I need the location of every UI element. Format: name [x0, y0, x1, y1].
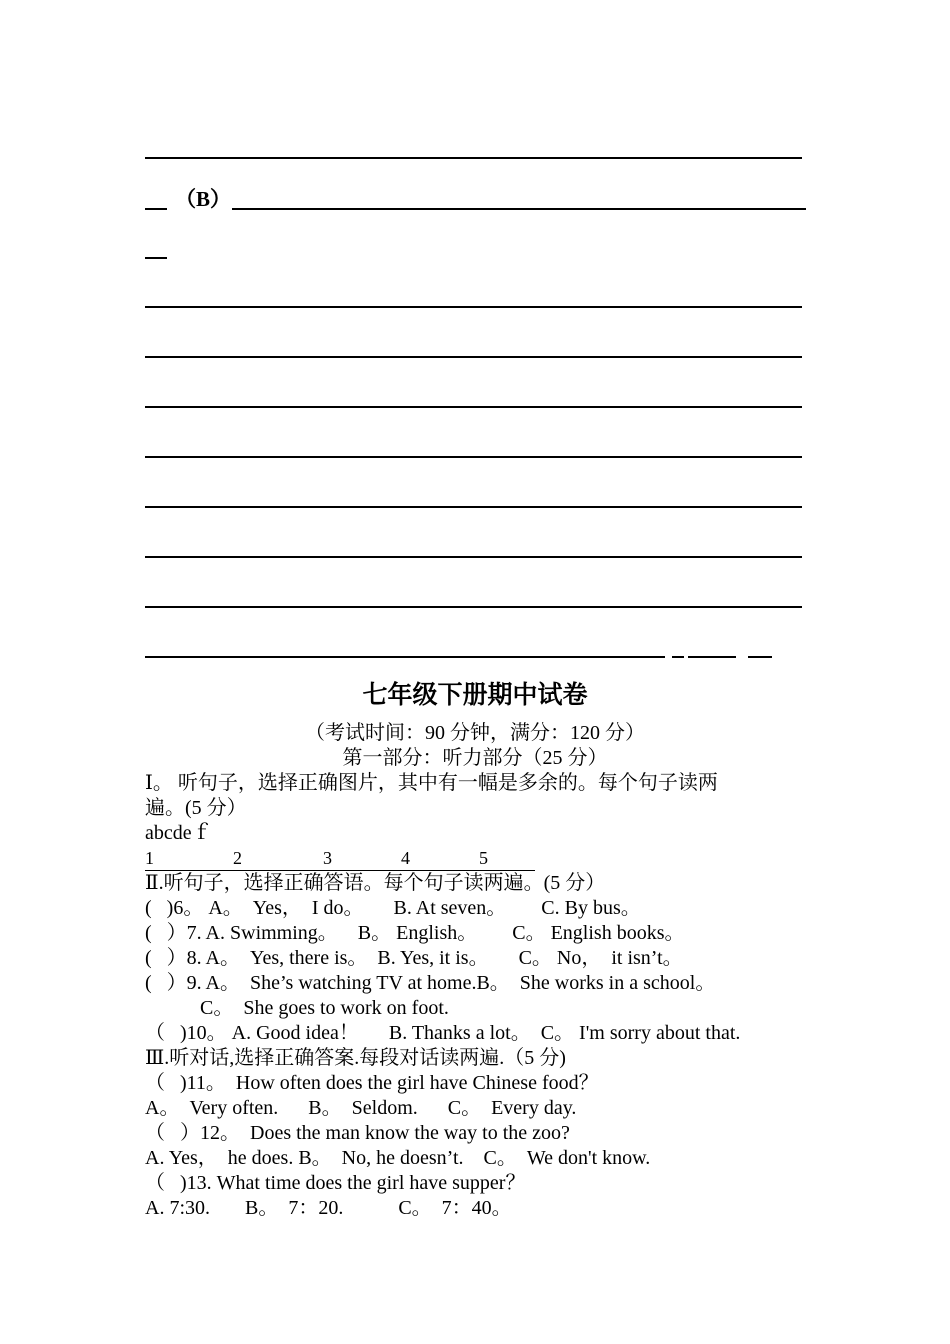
label-b: （B）	[175, 187, 232, 211]
question-13: （ )13. What time does the girl have supper？	[145, 1172, 526, 1194]
exam-time-info: （考试时间：90 分钟，满分：120 分）	[305, 722, 645, 744]
question-11-options: A。 Very often. B。 Seldom. C。 Every day.	[145, 1097, 577, 1119]
answer-line	[145, 506, 802, 508]
picture-letters: abcdeｆ	[145, 822, 212, 844]
answer-line	[145, 556, 802, 558]
answer-line-short	[672, 656, 684, 658]
question-9-option-c: C。 She goes to work on foot.	[145, 997, 449, 1019]
answer-line	[145, 157, 802, 159]
section1-instruction: Ⅰ。 听句子，选择正确图片，其中有一幅是多余的。每个句子读两	[145, 772, 718, 794]
question-10: （ )10。 A. Good idea！ B. Thanks a lot。 C。 I'm sorry about that.	[145, 1022, 741, 1044]
picture-number: 4	[401, 848, 410, 868]
question-11: （ )11。 How often does the girl have Chinese food？	[145, 1072, 599, 1094]
answer-line	[145, 606, 802, 608]
question-8: ( ）8. A。 Yes, there is。 B. Yes, it is。 C。 No， it isn’t。	[145, 947, 683, 969]
answer-line	[145, 406, 802, 408]
section3-instruction: Ⅲ.听对话,选择正确答案.每段对话读两遍.（5 分)	[145, 1047, 566, 1069]
answer-line-short	[145, 257, 167, 259]
answer-line	[145, 656, 665, 658]
answer-line	[232, 208, 806, 210]
answer-line	[145, 356, 802, 358]
part-one-heading: 第一部分：听力部分（25 分）	[342, 747, 608, 769]
question-7: ( ）7. A. Swimming。 B。 English。 C。 English books。	[145, 922, 685, 944]
picture-number: 5	[479, 848, 488, 868]
section2-instruction: Ⅱ.听句子，选择正确答语。每个句子读两遍。(5 分）	[145, 872, 606, 894]
answer-line-short	[748, 656, 772, 658]
exam-title: 七年级下册期中试卷	[362, 682, 588, 709]
question-12: （ ）12。 Does the man know the way to the zoo?	[145, 1122, 570, 1144]
question-9: ( ）9. A。 She’s watching TV at home.B。 She works in a school。	[145, 972, 716, 994]
picture-number: 3	[323, 848, 332, 868]
question-12-options: A. Yes， he does. B。 No, he doesn’t. C。 We don't know.	[145, 1147, 651, 1169]
section1-instruction-cont: 遍。(5 分）	[145, 797, 247, 819]
answer-line-short	[688, 656, 736, 658]
answer-line-short	[145, 208, 167, 210]
question-13-options: A. 7:30. B。 7：20. C。 7：40。	[145, 1197, 512, 1219]
question-6: ( )6。 A。 Yes， I do。 B. At seven。 C. By bus。	[145, 897, 641, 919]
answer-line	[145, 456, 802, 458]
picture-number: 1	[145, 848, 154, 868]
picture-number-row	[145, 846, 535, 871]
answer-line	[145, 306, 802, 308]
picture-number: 2	[233, 848, 242, 868]
